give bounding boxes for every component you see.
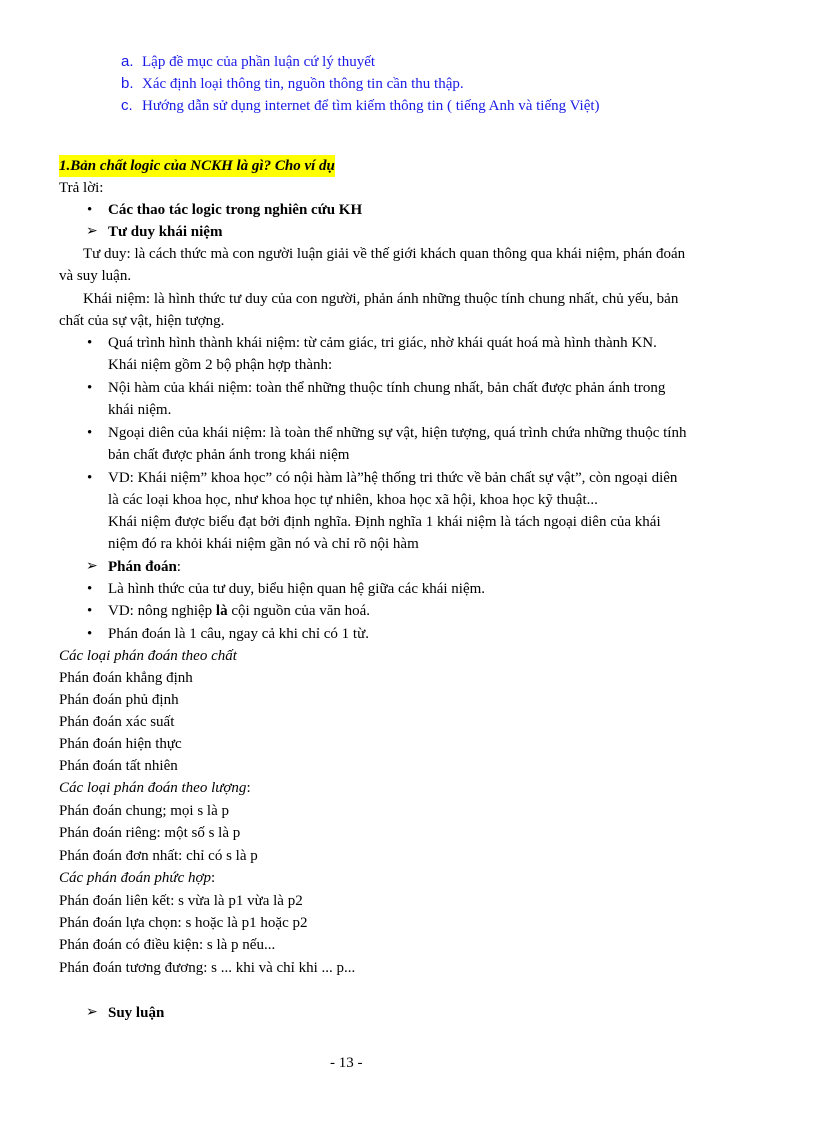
question-heading: 1.Bản chất logic của NCKH là gì? Cho ví dụ [59, 155, 335, 177]
bullet-text: Nội hàm của khái niệm: toàn thể những thuộc tính chung nhất, bản chất được phản ánh trong [108, 380, 666, 396]
list-label-b: b. [121, 75, 134, 92]
list-line: Phán đoán chung; mọi s là p [59, 803, 229, 819]
paragraph-line: và suy luận. [59, 268, 132, 284]
bullet-icon: • [87, 335, 93, 351]
bullet-text [108, 600, 370, 622]
list-line: Phán đoán riêng: một số s là p [59, 825, 241, 841]
list-line: Phán đoán khẳng định [59, 670, 193, 686]
bullet-icon: • [87, 470, 93, 486]
group-title [59, 777, 251, 799]
colon: : [211, 870, 216, 886]
colon: : [246, 780, 251, 796]
arrow-bullet-icon: ➢ [86, 559, 98, 574]
group-title-text: Các loại phán đoán theo lượng [59, 780, 247, 796]
group-title-text: Các phán đoán phức hợp [59, 870, 212, 886]
colon: : [176, 559, 181, 575]
list-line: Phán đoán tất nhiên [59, 758, 178, 774]
page-number: - 13 - [330, 1055, 363, 1071]
list-item-a: Lập đề mục của phần luận cứ lý thuyết [142, 54, 376, 70]
list-label-c: c. [121, 97, 133, 114]
list-line: Phán đoán lựa chọn: s hoặc là p1 hoặc p2 [59, 915, 308, 931]
list-line: Phán đoán liên kết: s vừa là p1 vừa là p2 [59, 893, 303, 909]
arrow-bullet-icon: ➢ [86, 224, 98, 239]
list-line: Phán đoán đơn nhất: chỉ có s là p [59, 848, 258, 864]
group-title: Các loại phán đoán theo chất [59, 648, 237, 664]
paragraph-line: Khái niệm: là hình thức tư duy của con người, phản ánh những thuộc tính chung nhất, chủ yếu, bản [83, 291, 679, 307]
bullet-text-part: cội nguồn của văn hoá. [227, 603, 371, 619]
arrow-bullet-icon: ➢ [86, 1005, 98, 1020]
bullet-text: Là hình thức của tư duy, biểu hiện quan hệ giữa các khái niệm. [108, 581, 486, 597]
bullet-icon: • [87, 202, 93, 218]
bullet-text-part: VD: nông nghiệp [108, 603, 216, 619]
bullet-text: là các loại khoa học, như khoa học tự nhiên, khoa học xã hội, khoa học kỹ thuật... [108, 492, 598, 508]
bullet-text: bản chất được phản ánh trong khái niệm [108, 447, 350, 463]
list-line: Phán đoán hiện thực [59, 736, 182, 752]
bullet-text: niệm đó ra khỏi khái niệm gần nó và chỉ rõ nội hàm [108, 536, 419, 552]
list-line: Phán đoán xác suất [59, 714, 175, 730]
bullet-text: VD: Khái niệm” khoa học” có nội hàm là”hệ thống tri thức về bản chất sự vật”, còn ngoại diên [108, 470, 678, 486]
bullet-icon: • [87, 626, 93, 642]
bullet-text: Khái niệm được biểu đạt bởi định nghĩa. Định nghĩa 1 khái niệm là tách ngoại diên của khái [108, 514, 661, 530]
list-line: Phán đoán có điều kiện: s là p nếu... [59, 937, 276, 953]
list-item-b: Xác định loại thông tin, nguồn thông tin cần thu thập. [142, 76, 464, 92]
paragraph-line: chất của sự vật, hiện tượng. [59, 313, 225, 329]
bullet-text: Phán đoán là 1 câu, ngay cả khi chỉ có 1 từ. [108, 626, 369, 642]
bullet-text-bold: là [215, 603, 228, 619]
answer-label: Trả lời: [59, 180, 104, 196]
bullet-icon: • [87, 425, 93, 441]
subsection-title [108, 556, 181, 578]
section-title: Các thao tác logic trong nghiên cứu KH [108, 202, 363, 218]
group-title [59, 867, 215, 889]
subsection-title: Suy luận [108, 1005, 165, 1021]
bullet-icon: • [87, 380, 93, 396]
list-line: Phán đoán phủ định [59, 692, 179, 708]
bullet-text: Khái niệm gồm 2 bộ phận hợp thành: [108, 357, 333, 373]
bullet-icon: • [87, 603, 93, 619]
bullet-text: Quá trình hình thành khái niệm: từ cảm giác, tri giác, nhờ khái quát hoá mà hình thành KN. [108, 335, 657, 351]
list-label-a: a. [121, 53, 134, 70]
list-item-c: Hướng dẫn sử dụng internet để tìm kiếm thông tin ( tiếng Anh và tiếng Việt) [142, 98, 600, 114]
bullet-text: khái niệm. [108, 402, 172, 418]
subsection-title-text: Phán đoán [108, 559, 177, 575]
bullet-icon: • [87, 581, 93, 597]
bullet-text: Ngoại diên của khái niệm: là toàn thể những sự vật, hiện tượng, quá trình chứa những thuộc tính [108, 425, 687, 441]
subsection-title: Tư duy khái niệm [108, 224, 223, 240]
paragraph-line: Tư duy: là cách thức mà con người luận giải về thế giới khách quan thông qua khái niệm, phán đoán [83, 246, 686, 262]
list-line: Phán đoán tương đương: s ... khi và chỉ khi ... p... [59, 960, 356, 976]
